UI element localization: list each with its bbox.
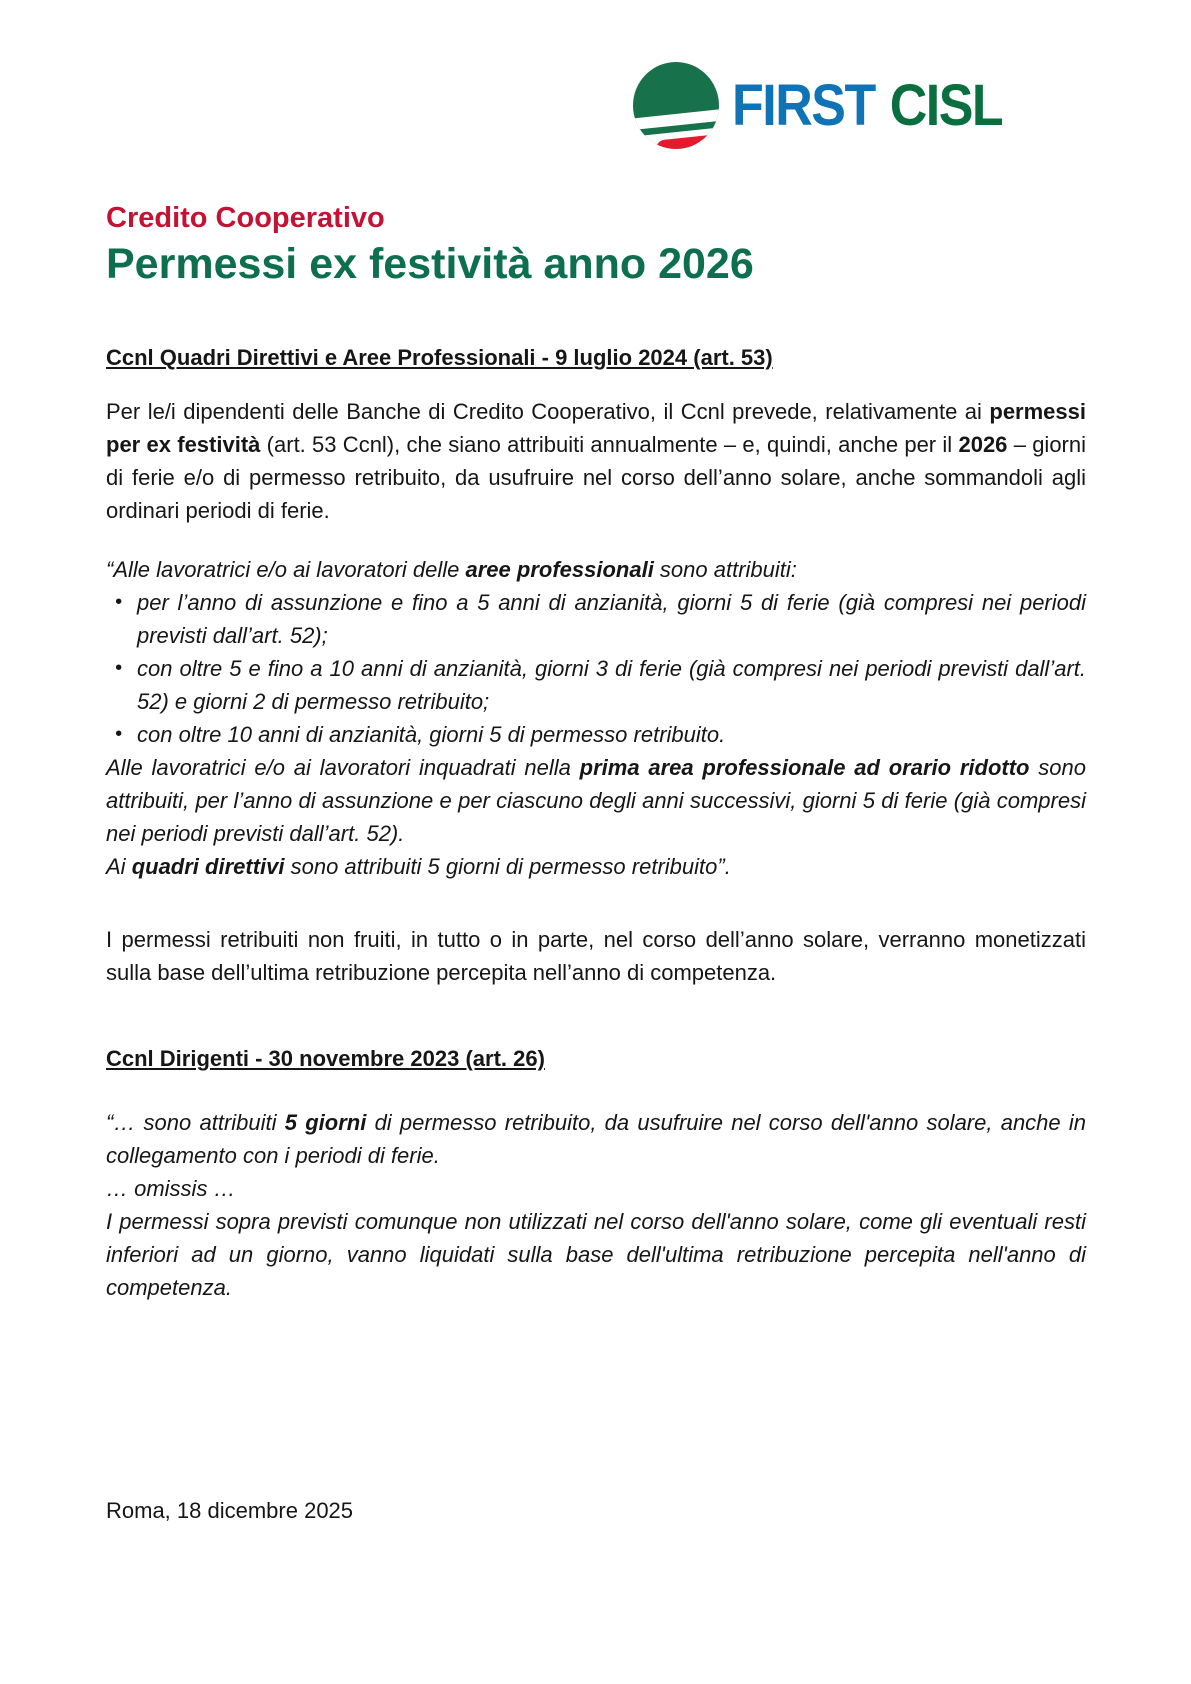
bullet-marker-icon: • <box>115 723 123 745</box>
document-content <box>106 0 1086 1527</box>
date-line: Roma, 18 dicembre 2025 <box>106 1498 354 1523</box>
quote-paragraph: Ai quadri direttivi sono attribuiti 5 giorni di permesso retribuito”. <box>106 854 731 879</box>
bullet-item <box>106 586 1086 652</box>
quote-paragraph: I permessi sopra previsti comunque non utilizzati nel corso dell'anno solare, come gli eventuali resti inferiori ad un giorno, vanno liquidati sulla base dell'ultima retribuzione percepita nell'anno di competenza. <box>106 1209 1086 1300</box>
bullet-marker-icon: • <box>115 591 123 613</box>
bullet-text: con oltre 10 anni di anzianità, giorni 5 di permesso retribuito. <box>137 722 726 747</box>
bullet-text: con oltre 5 e fino a 10 anni di anzianità, giorni 3 di ferie (già compresi nei periodi previsti dall’art. 52) e giorni 2 di permesso retribuito; <box>137 656 1086 714</box>
contract-quote-art26 <box>106 1106 1086 1304</box>
contract-quote-art53 <box>106 553 1086 883</box>
bullet-marker-icon: • <box>115 657 123 679</box>
quote-paragraph: “… sono attribuiti 5 giorni di permesso retribuito, da usufruire nel corso dell'anno solare, anche in collegamento con i periodi di ferie. <box>106 1110 1087 1168</box>
bullet-item <box>106 652 1086 718</box>
quote-intro-line: “Alle lavoratrici e/o ai lavoratori delle aree professionali sono attribuiti: <box>106 557 797 582</box>
logo-word-first: FIRST <box>732 73 875 138</box>
bullet-item <box>106 718 1086 751</box>
document-title: Permessi ex festività anno 2026 <box>106 240 754 288</box>
intro-paragraph: Per le/i dipendenti delle Banche di Credito Cooperativo, il Ccnl prevede, relativamente ai permessi per ex festività (art. 53 Ccnl), che siano attribuiti annualmente – e, quindi, anche per il 2026 – giorni di ferie e/o di permesso retribuito, da usufruire nel corso dell’anno solare, anche sommandoli agli ordinari periodi di ferie. <box>106 399 1087 523</box>
quote-paragraph: Alle lavoratrici e/o ai lavoratori inquadrati nella prima area professionale ad orario ridotto sono attribuiti, per l’anno di assunzione e per ciascuno degli anni successivi, giorni 5 di ferie (già compresi nei periodi previsti dall’art. 52). <box>106 755 1086 846</box>
section-dirigenti <box>106 1045 1086 1304</box>
omissis-line: … omissis … <box>106 1176 236 1201</box>
document-subtitle: Credito Cooperativo <box>106 202 385 234</box>
section-heading-dirigenti: Ccnl Dirigenti - 30 novembre 2023 (art. 26) <box>106 1046 545 1071</box>
logo-word-cisl: CISL <box>889 73 1003 138</box>
section-quadri-e-aree <box>106 344 1086 989</box>
bullet-text: per l’anno di assunzione e fino a 5 anni di anzianità, giorni 5 di ferie (già compresi nei periodi previsti dall’art. 52); <box>137 590 1086 648</box>
section-heading-quadri: Ccnl Quadri Direttivi e Aree Professionali - 9 luglio 2024 (art. 53) <box>106 345 773 370</box>
monetization-paragraph: I permessi retribuiti non fruiti, in tutto o in parte, nel corso dell’anno solare, verranno monetizzati sulla base dell’ultima retribuzione percepita nell’anno di competenza. <box>106 927 1086 985</box>
